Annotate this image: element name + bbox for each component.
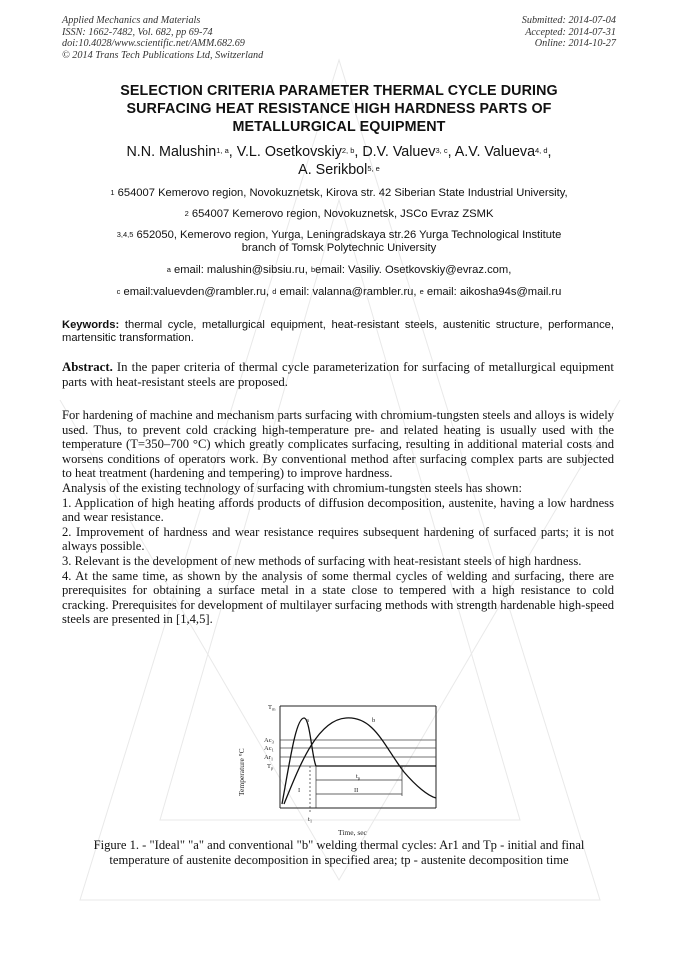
- figure-caption: [62, 838, 616, 868]
- author-name: D.V. Valuev: [362, 144, 436, 160]
- online-date: Online: 2014-10-27: [534, 38, 616, 50]
- email-address[interactable]: email: Vasiliy. Osetkovskiy@evraz.com,: [315, 264, 512, 276]
- tick-ac3: $Ac_3$: [264, 737, 274, 745]
- paragraph: 1. Application of high heating affords products of diffusion decomposition, austenite, having a low hardness and wear resistance.: [62, 495, 614, 525]
- abstract-section: [62, 360, 614, 389]
- body-text: [62, 408, 614, 627]
- accepted-date: Accepted: 2014-07-31: [525, 26, 616, 38]
- email-mark: d: [272, 287, 277, 296]
- doi-line: doi:10.4028/www.scientific.net/AMM.682.69: [62, 38, 245, 50]
- thermal-cycle-figure: [234, 700, 444, 838]
- author-affiliation-mark: 4, d: [535, 146, 548, 155]
- tick-ar1: $Ar_1$: [264, 754, 274, 762]
- title-line: SURFACING HEAT RESISTANCE HIGH HARDNESS PARTS OF: [126, 101, 552, 117]
- paragraph: 3. Relevant is the development of new methods of surfacing with heat-resistant steels of high hardness.: [62, 553, 582, 568]
- abstract-text: In the paper criteria of thermal cycle parameterization for surfacing of metallurgical equipment parts with heat-resistant steels are proposed.: [62, 360, 614, 389]
- curve-b: [284, 718, 436, 804]
- submitted-date: Submitted: 2014-07-04: [521, 15, 616, 26]
- paper-title: [62, 82, 616, 136]
- t1-label: $t_1$: [308, 816, 313, 824]
- paragraph: 2. Improvement of hardness and wear resistance requires subsequent hardening of surfaced parts; it is not always possible.: [62, 524, 614, 554]
- keywords-text: thermal cycle, metallurgical equipment, heat-resistant steels, austenitic structure, performance, martensitic transformation.: [62, 319, 615, 345]
- affiliation-mark: 2: [184, 209, 189, 218]
- curve-a: [282, 718, 436, 804]
- email-line-1: [62, 264, 616, 277]
- email-line-2: [62, 286, 616, 299]
- caption-line: temperature of austenite decomposition in specified area; tp - austenite decomposition time: [109, 853, 569, 867]
- x-axis-label: Time, sec: [338, 828, 367, 837]
- email-address[interactable]: email: aikosha94s@mail.ru: [426, 286, 562, 298]
- caption-line: Figure 1. - "Ideal" "a" and conventional "b" welding thermal cycles: Ar1 and Tp - initial and final: [93, 838, 585, 852]
- email-address[interactable]: email:valuevden@rambler.ru,: [123, 286, 270, 298]
- curve-a-label: a: [306, 717, 309, 724]
- affiliation-mark: 3,4,5: [116, 230, 134, 239]
- paragraph: For hardening of machine and mechanism parts surfacing with chromium-tungsten steels and alloys is widely used. Thus, to prevent cold cracking high-temperature pre- and related heating is usually used with the temperature (T=350–700 °C) which greatly complicates surfacing, resulting in additional material costs and worsens conditions of operators work. By conventional method after surfacing complex parts are subjected to heat treatment (hardening and tempering) to improve hardness.: [62, 408, 614, 481]
- y-axis-label: Temperature °C: [237, 748, 246, 796]
- email-mark: b: [310, 265, 316, 274]
- author-name: V.L. Osetkovskiy: [236, 144, 342, 160]
- email-address[interactable]: email: malushin@sibsiu.ru,: [173, 264, 308, 276]
- email-mark: e: [419, 287, 424, 296]
- author-name: A.V. Valueva: [454, 144, 536, 160]
- author-affiliation-mark: 1, a: [216, 146, 229, 155]
- email-mark: c: [116, 287, 121, 296]
- email-mark: a: [166, 265, 171, 274]
- tp-label: $t_p$: [356, 773, 361, 781]
- issn-line: ISSN: 1662-7482, Vol. 682, pp 69-74: [62, 26, 213, 38]
- region-2-label: II: [354, 787, 359, 794]
- affiliation-mark: 1: [110, 188, 115, 197]
- journal-header-right: [522, 15, 616, 50]
- affiliation-text: 654007 Kemerovo region, Novokuznetsk, JSCo Evraz ZSMK: [191, 208, 494, 220]
- title-line: METALLURGICAL EQUIPMENT: [232, 119, 446, 135]
- tick-tp: $T_p$: [267, 763, 274, 771]
- author-name: A. Serikbol: [298, 162, 368, 178]
- author-affiliation-mark: 3, c: [435, 146, 448, 155]
- affiliation-1: [62, 187, 616, 200]
- affiliation-text: branch of Tomsk Polytechnic University: [241, 242, 437, 255]
- journal-name: Applied Mechanics and Materials: [62, 15, 201, 26]
- copyright-line: © 2014 Trans Tech Publications Ltd, Switzerland: [62, 49, 264, 61]
- region-1-label: I: [298, 787, 301, 794]
- affiliation-2: [62, 208, 616, 221]
- title-line: SELECTION CRITERIA PARAMETER THERMAL CYCLE DURING: [120, 83, 558, 99]
- journal-header-left: [62, 15, 263, 61]
- email-address[interactable]: email: valanna@rambler.ru,: [279, 286, 417, 298]
- author-list: N.N. Malushin$^{1, a}$, V.L. Osetkovskiy$^{2, b}$, D.V. Valuev$^{3, c}$, A.V. Valueva$^{4, d}$, A. Serikbol$^{5, e}$: [126, 144, 552, 178]
- affiliation-text: 652050, Kemerovo region, Yurga, Leningradskaya str.26 Yurga Technological Institute: [136, 229, 562, 241]
- abstract-label: Abstract.: [62, 360, 113, 374]
- author-name: N.N. Malushin: [126, 144, 217, 160]
- keywords-label: Keywords:: [62, 319, 120, 331]
- paragraph: 4. At the same time, as shown by the analysis of some thermal cycles of welding and surfacing, there are prerequisites for obtaining a surface metal in a state close to tempered with a high resistance to cold cracking. Prerequisites for development of multilayer surfacing methods with strength hardenable high-speed steels are presented in [1,4,5].: [62, 568, 614, 627]
- affiliation-3: [62, 229, 616, 255]
- curve-b-label: b: [372, 717, 376, 724]
- paragraph: Analysis of the existing technology of surfacing with chromium-tungsten steels has shown:: [62, 480, 522, 495]
- affiliation-text: 654007 Kemerovo region, Novokuznetsk, Kirova str. 42 Siberian State Industrial University,: [117, 187, 568, 199]
- tick-ac1: $Ac_1$: [264, 745, 274, 753]
- tick-tm: $T_m$: [268, 704, 276, 712]
- author-affiliation-mark: 5, e: [367, 164, 380, 173]
- keywords-section: [62, 319, 614, 345]
- author-affiliation-mark: 2, b: [341, 146, 355, 155]
